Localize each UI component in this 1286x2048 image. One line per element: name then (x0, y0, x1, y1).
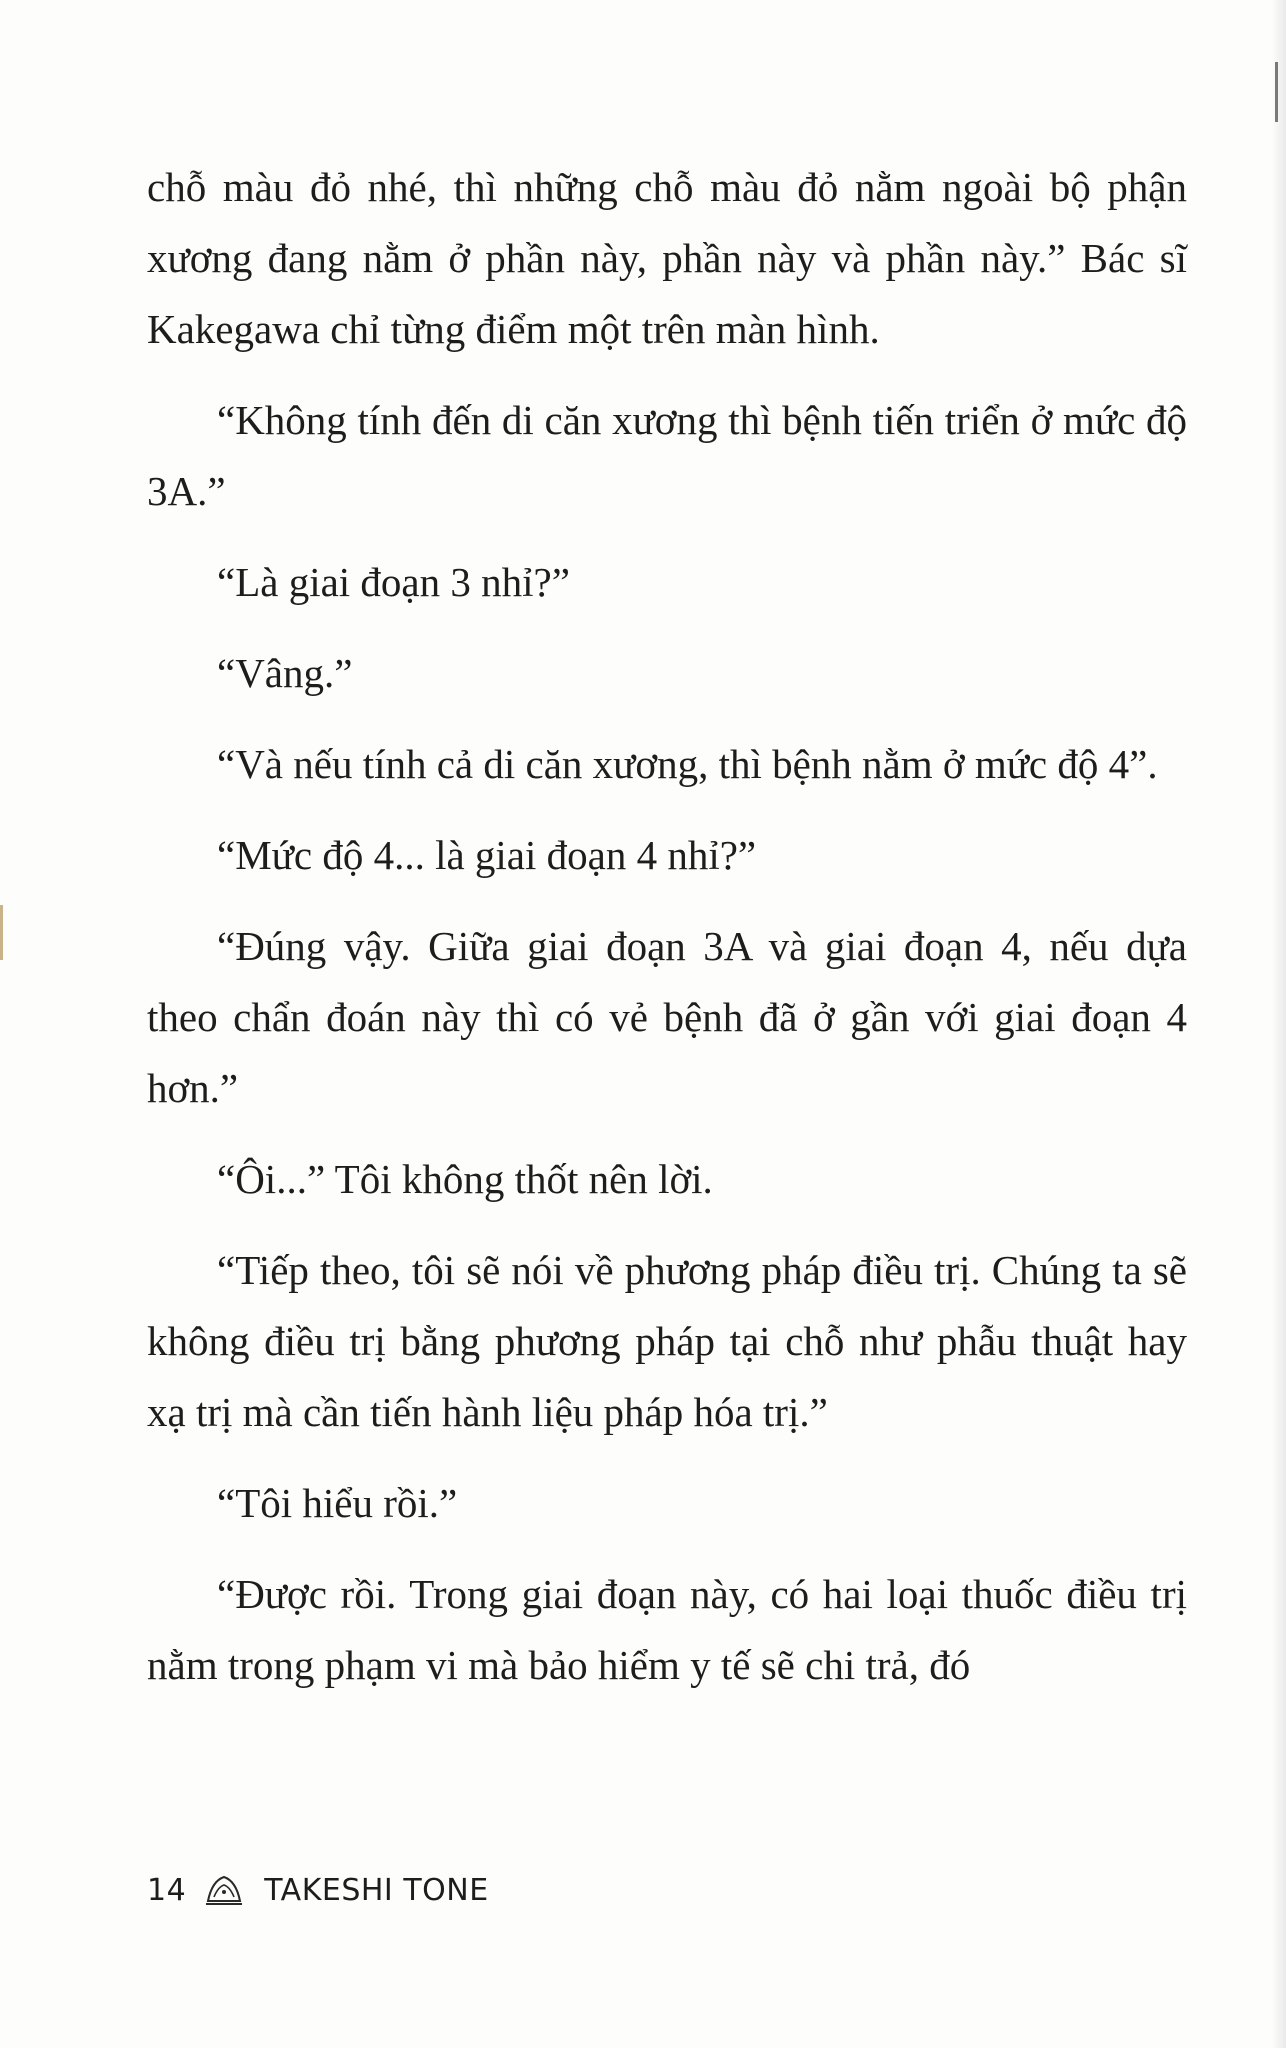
paragraph: “Mức độ 4... là giai đoạn 4 nhỉ?” (217, 832, 757, 878)
page-edge-mark (1275, 62, 1278, 122)
paragraph: “Tôi hiểu rồi.” (217, 1480, 458, 1526)
paragraph: chỗ màu đỏ nhé, thì những chỗ màu đỏ nằm ngoài bộ phận xương đang nằm ở phần này, phần này và phần này.” Bác sĩ Kakegawa chỉ từng điểm một trên màn hình. (147, 164, 1187, 352)
page-edge-shadow (1272, 0, 1286, 2048)
paragraph: “Tiếp theo, tôi sẽ nói về phương pháp điều trị. Chúng ta sẽ không điều trị bằng phương pháp tại chỗ như phẫu thuật hay xạ trị mà cần tiến hành liệu pháp hóa trị.” (147, 1247, 1187, 1435)
paragraph: “Được rồi. Trong giai đoạn này, có hai loại thuốc điều trị nằm trong phạm vi mà bảo hiểm y tế sẽ chi trả, đó (147, 1571, 1187, 1688)
page-number: 14 (147, 1872, 187, 1908)
paragraph: “Đúng vậy. Giữa giai đoạn 3A và giai đoạn 4, nếu dựa theo chẩn đoán này thì có vẻ bệnh đã ở gần với giai đoạn 4 hơn.” (147, 923, 1187, 1111)
page-footer (147, 1865, 489, 1915)
publisher-logo-icon (204, 1871, 244, 1909)
paragraph: “Và nếu tính cả di căn xương, thì bệnh nằm ở mức độ 4”. (217, 741, 1158, 787)
author-name: TAKESHI TONE (264, 1872, 489, 1908)
paragraph: “Ôi...” Tôi không thốt nên lời. (217, 1156, 713, 1202)
paragraph: “Là giai đoạn 3 nhỉ?” (217, 559, 570, 605)
body-text (147, 152, 1187, 1721)
paragraph: “Không tính đến di căn xương thì bệnh tiến triển ở mức độ 3A.” (147, 397, 1187, 514)
page-edge-mark-left (0, 905, 3, 960)
paragraph: “Vâng.” (217, 650, 353, 696)
